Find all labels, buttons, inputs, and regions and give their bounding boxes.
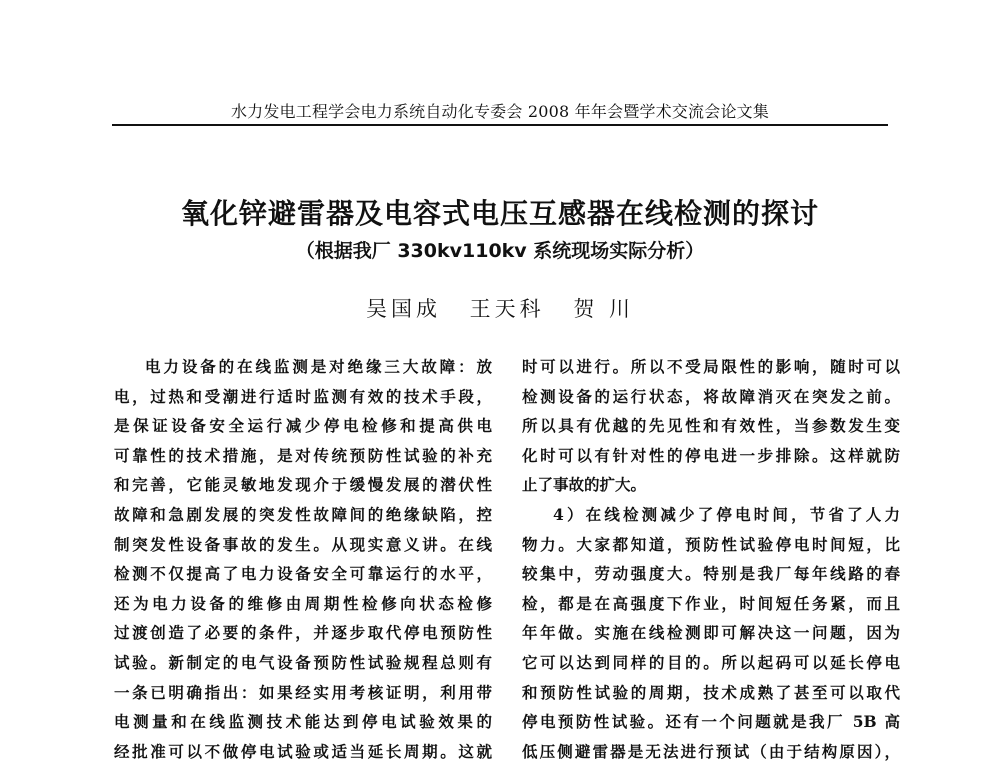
- text-line: 时可以进行。所以不受局限性的影响，随时可以: [522, 357, 900, 376]
- text-line: 还为电力设备的维修由周期性检修向状态检修: [114, 593, 492, 613]
- author-name: 王天科: [469, 297, 545, 321]
- author-list: [0, 293, 1000, 323]
- body-column-left: [114, 352, 492, 766]
- text-line: 电力设备的在线监测是对绝缘三大故障：放: [145, 357, 492, 376]
- author-name: 吴国成: [365, 297, 441, 321]
- text-line: 较集中，劳动强度大。特别是我厂每年线路的春: [522, 564, 900, 584]
- text-line: 物力。大家都知道，预防性试验停电时间短，比: [522, 534, 900, 554]
- text-line: 停电预防性试验。还有一个问题就是我厂 5B 高: [522, 712, 900, 732]
- text-line: 是保证设备安全运行减少停电检修和提高供电: [114, 416, 492, 436]
- text-line: 电，过热和受潮进行适时监测有效的技术手段，: [114, 386, 492, 406]
- text-line: 故障和急剧发展的突发性故障间的绝缘缺陷，控: [114, 504, 492, 524]
- text-line: 止了事故的扩大。: [522, 475, 647, 495]
- text-line: 检，都是在高强度下作业，时间短任务紧，而且: [522, 593, 900, 613]
- text-line: 一条已明确指出：如果经实用考核证明，利用带: [114, 682, 492, 702]
- body-column-right: [522, 352, 900, 766]
- text-line: 制突发性设备事故的发生。从现实意义讲。在线: [114, 534, 492, 554]
- text-line: 检测不仅提高了电力设备安全可靠运行的水平，: [114, 564, 492, 584]
- paper-title: 氧化锌避雷器及电容式电压互感器在线检测的探讨: [180, 197, 819, 230]
- text-line: 4）在线检测减少了停电时间，节省了人力: [553, 504, 900, 524]
- text-line: 可靠性的技术措施，是对传统预防性试验的补充: [114, 445, 492, 465]
- text-line: 检测设备的运行状态，将故障消灭在突发之前。: [522, 386, 900, 406]
- text-line: 和完善，它能灵敏地发现介于缓慢发展的潜伏性: [114, 475, 492, 495]
- text-line: 和预防性试验的周期，技术成熟了甚至可以取代: [522, 682, 900, 702]
- text-line: 试验。新制定的电气设备预防性试验规程总则有: [114, 652, 492, 672]
- author-name: 贺 川: [573, 297, 635, 321]
- running-header: 水力发电工程学会电力系统自动化专委会 2008 年年会暨学术交流会论文集: [230, 102, 770, 121]
- paper-subtitle: （根据我厂 330kv110kv 系统现场实际分析）: [295, 240, 705, 262]
- text-line: 年年做。实施在线检测即可解决这一问题，因为: [522, 623, 900, 643]
- text-line: 它可以达到同样的目的。所以起码可以延长停电: [522, 652, 900, 672]
- text-line: 经批准可以不做停电试验或适当延长周期。这就: [114, 741, 492, 761]
- text-line: 所以具有优越的先见性和有效性，当参数发生变: [522, 416, 900, 436]
- text-line: 过渡创造了必要的条件，并逐步取代停电预防性: [114, 623, 492, 643]
- text-line: 低压侧避雷器是无法进行预试（由于结构原因），: [522, 741, 900, 761]
- text-line: 化时可以有针对性的停电进一步排除。这样就防: [522, 445, 900, 465]
- header-rule: [112, 124, 888, 126]
- text-line: 电测量和在线监测技术能达到停电试验效果的: [114, 712, 492, 732]
